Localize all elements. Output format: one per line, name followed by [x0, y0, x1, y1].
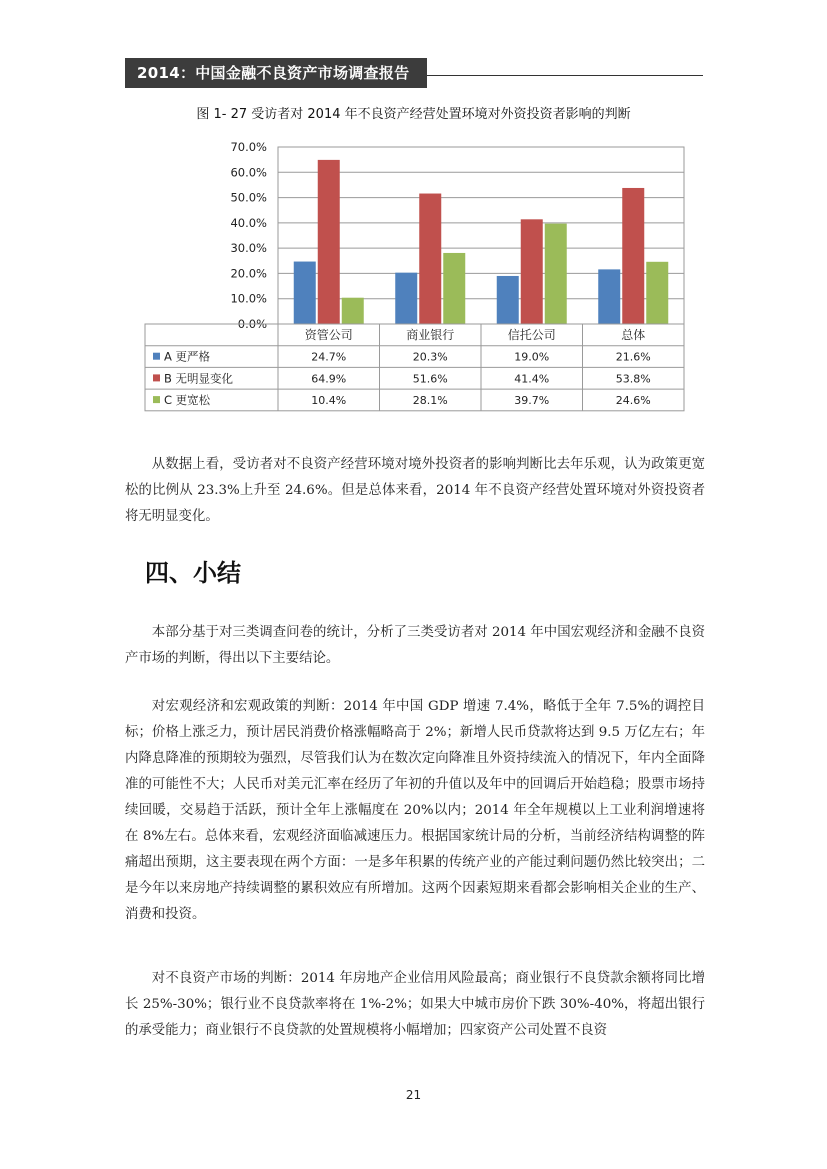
bar: [419, 194, 441, 324]
data-label: 28.1%: [412, 394, 448, 408]
bar: [598, 269, 620, 324]
y-tick-label: 70.0%: [230, 140, 267, 154]
y-tick-label: 60.0%: [230, 165, 267, 180]
data-label: 24.6%: [615, 394, 651, 408]
y-tick-label: 50.0%: [230, 190, 267, 205]
y-tick-label: 10.0%: [230, 291, 267, 306]
bar: [443, 253, 465, 324]
data-label: 39.7%: [514, 394, 550, 408]
bar: [622, 188, 644, 324]
y-tick-label: 0.0%: [237, 317, 267, 331]
paragraph-1: 从数据上看，受访者对不良资产经营环境对境外投资者的影响判断比去年乐观，认为政策更宽松的比例从 23.3%上升至 24.6%。但是总体来看，2014 年不良资产经营处置环境对外资投资者将无明显变化。: [125, 457, 705, 524]
legend-swatch: [153, 374, 160, 381]
running-header: 2014：中国金融不良资产市场调查报告: [125, 58, 427, 88]
paragraph-4: 对不良资产市场的判断：2014 年房地产企业信用风险最高；商业银行不良贷款余额将同比增长 25%-30%；银行业不良贷款率将在 1%-2%；如果大中城市房价下跌 30%-40%，将超出银行的承受能力；商业银行不良贷款的处置规模将小幅增加；四家资产公司处置不良资: [125, 971, 705, 1038]
bar: [318, 160, 340, 324]
x-category-label: 资管公司: [304, 328, 353, 342]
data-label: 41.4%: [514, 372, 550, 386]
bar: [395, 273, 417, 324]
data-label: 21.6%: [615, 350, 651, 364]
legend-label: C 更宽松: [164, 393, 211, 408]
page-number: 21: [405, 1088, 422, 1102]
bar: [497, 276, 519, 324]
y-tick-label: 30.0%: [230, 241, 267, 256]
data-label: 19.0%: [514, 350, 550, 364]
x-category-label: 信托公司: [507, 328, 556, 342]
header-rule: [427, 75, 703, 76]
data-label: 51.6%: [412, 372, 448, 386]
legend-label: A 更严格: [164, 349, 211, 364]
bar-chart: [0, 130, 827, 415]
legend-swatch: [153, 353, 160, 360]
y-tick-label: 40.0%: [230, 215, 267, 230]
data-label: 24.7%: [311, 350, 347, 364]
legend-swatch: [153, 396, 160, 403]
paragraph-2: 本部分基于对三类调查问卷的统计，分析了三类受访者对 2014 年中国宏观经济和金融不良资产市场的判断，得出以下主要结论。: [125, 625, 705, 666]
y-tick-label: 20.0%: [230, 266, 267, 281]
bar: [294, 262, 316, 324]
data-label: 10.4%: [311, 394, 347, 408]
bar: [646, 262, 668, 324]
bar: [545, 224, 567, 324]
figure-caption: 图 1- 27 受访者对 2014 年不良资产经营处置环境对外资投资者影响的判断: [196, 107, 631, 122]
data-label: 20.3%: [412, 350, 448, 364]
data-label: 64.9%: [311, 372, 347, 386]
legend-label: B 无明显变化: [164, 371, 234, 386]
bar: [521, 219, 543, 324]
paragraph-3: 对宏观经济和宏观政策的判断：2014 年中国 GDP 增速 7.4%，略低于全年 7.5%的调控目标；价格上涨乏力，预计居民消费价格涨幅略高于 2%；新增人民币贷款将达到 9.5 万亿左右；年内降息降准的预期较为强烈，尽管我们认为在数次定向降准且外资持续流入的情况下，年内全面降准的可能性不大；人民币对美元汇率在经历了年初的升值以及年中的回调后开始趋稳；股票市场持续回暖，交易趋于活跃，预计全年上涨幅度在 20%以内；2014 年全年规模以上工业利润增速将在 8%左右。总体来看，宏观经济面临减速压力。根据国家统计局的分析，当前经济结构调整的阵痛超出预期，这主要表现在两个方面：一是多年积累的传统产业的产能过剩问题仍然比较突出；二是今年以来房地产持续调整的累积效应有所增加。这两个因素短期来看都会影响相关企业的生产、消费和投资。: [125, 699, 705, 922]
bar: [342, 298, 364, 324]
section-heading: 四、小结: [145, 559, 241, 587]
x-category-label: 总体: [621, 328, 646, 342]
data-label: 53.8%: [615, 372, 651, 386]
x-category-label: 商业银行: [406, 328, 455, 342]
